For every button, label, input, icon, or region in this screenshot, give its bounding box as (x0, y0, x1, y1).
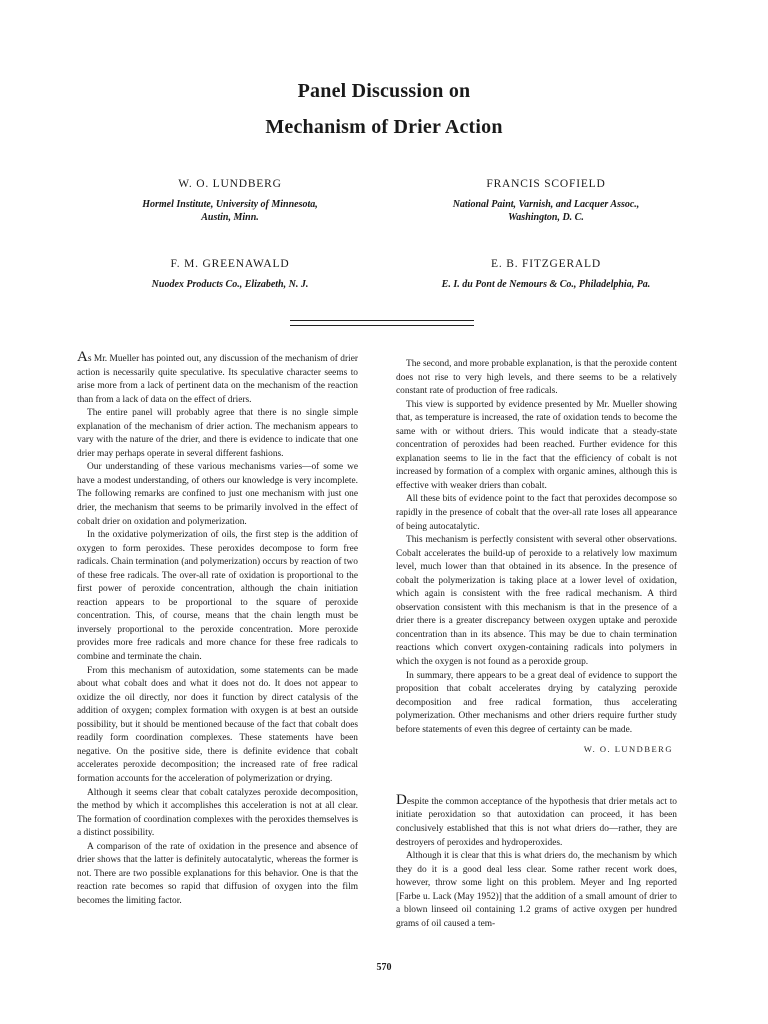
affiliation-line: Hormel Institute, University of Minnesota, (142, 199, 318, 210)
author-affiliation (396, 278, 696, 291)
author-name: W. O. LUNDBERG (178, 178, 282, 190)
body-paragraph: The entire panel will probably agree that there is no single simple explanation of the mechanism of drier action. The mechanism appears to vary with the nature of the drier, and there is evidence to indicate that one drier may perhaps operate in several different fashions. (77, 408, 358, 459)
drop-cap: D (396, 791, 407, 808)
author-block-lundberg (80, 178, 380, 224)
affiliation-line: E. I. du Pont de Nemours & Co., Philadelphia, Pa. (441, 279, 651, 290)
body-paragraph: In the oxidative polymerization of oils, the first step is the addition of oxygen to form peroxides. These peroxides decompose to form free radicals. Chain termination (and polymerization) occurs by reaction of two of these free radicals. The over-all rate of oxidation is proportional to the first power of peroxide concentration, although the chain initiation reaction appears to be proportional to the square of peroxide concentration. This, of course, means that the chain length must be inversely proportional to the peroxide concentration. More peroxide provides more free radicals and more chance for these free radicals to combine and terminate the chain. (77, 530, 358, 663)
body-paragraph: Although it seems clear that cobalt catalyzes peroxide decomposition, the method by which it accomplishes this acceleration is not at all clear. The formation of coordination complexes with the peroxides themselves is a distinct possibility. (77, 787, 358, 839)
body-paragraph: The second, and more probable explanation, is that the peroxide content does not rise to very high levels, and there seems to be a relatively constant rate of production of free radicals. (396, 359, 677, 397)
author-affiliation (80, 198, 380, 224)
affiliation-line: Washington, D. C. (508, 212, 584, 223)
body-paragraph (77, 349, 358, 407)
page-title: Panel Discussion on (297, 80, 471, 102)
author-name: F. M. GREENAWALD (170, 258, 290, 270)
title-divider-top (290, 320, 474, 321)
section-spacer (396, 757, 677, 795)
body-paragraph: Our understanding of these various mechanisms varies—of some we have a modest understanding, of others our knowledge is very incomplete. The following remarks are confined to just one mechanism with just one drier, the mechanism that seems to be primarily involved in the effect of cobalt drier on oxidation and polymerization. (77, 462, 358, 527)
body-paragraph: This mechanism is perfectly consistent with several other observations. Cobalt accelerates the build-up of peroxide to a relatively low maximum level, much lower than that obtained in its absence. In the presence of cobalt the polymerization is taking place at a lower level of oxidation, which again is consistent with the free radical mechanism. A third observation consistent with this mechanism is that in the presence of a drier there is a greater discrepancy between oxygen uptake and peroxide concentration than in its absence. This may be due to chain termination reactions which convert oxygen-containing radicals into polymers in which the oxygen is not found as a peroxide group. (396, 535, 677, 668)
page-number: 570 (376, 962, 392, 973)
body-paragraph: Although it is clear that this is what driers do, the mechanism by which they do it is a good deal less clear. Some rather recent work does, however, throw some light on this problem. Meyer and Ing reported [Farbe u. Lack (May 1952)] that the addition of a small amount of drier to a blown linseed oil containing 1.2 grams of active oxygen per hundred grams of oil caused a tem- (396, 851, 677, 929)
affiliation-line: National Paint, Varnish, and Lacquer Assoc., (452, 199, 640, 210)
body-paragraph (396, 791, 677, 850)
affiliation-line: Nuodex Products Co., Elizabeth, N. J. (151, 279, 309, 290)
author-name: E. B. FITZGERALD (491, 258, 601, 270)
body-paragraph: All these bits of evidence point to the fact that peroxides decompose so rapidly in the presence of cobalt that the over-all rate loses all appearance of being autocatalytic. (396, 494, 677, 532)
body-paragraph: From this mechanism of autoxidation, some statements can be made about what cobalt does and what it does not do. It does not appear to oxidize the oil directly, nor does it function by direct catalysis of the addition of oxygen; complex formation with oxygen is at best an outside possibility, but it should be mentioned because of the fact that cobalt does readily form coordination complexes. These statements have been negative. On the positive side, there is definite evidence that cobalt accelerates peroxide decomposition; the increased rate of free radical formation accounts for the acceleration of polymerization or drying. (77, 665, 358, 784)
affiliation-line: Austin, Minn. (201, 212, 259, 223)
author-name: FRANCIS SCOFIELD (486, 178, 606, 190)
title-divider-bottom (290, 325, 474, 326)
body-paragraph: This view is supported by evidence presented by Mr. Mueller showing that, as temperature is increased, the rate of oxidation tends to become the same with or without driers. This would indicate that a steady-state concentration of peroxides had been reached. Further evidence for this explanation seems to lie in the fact that the efficiency of cobalt is not increased by formation of a complex with organic amines, although this is effective with weaker driers than cobalt. (396, 399, 677, 491)
page-subtitle: Mechanism of Drier Action (265, 116, 503, 138)
author-affiliation (80, 278, 380, 291)
left-text-column (77, 349, 358, 908)
right-text-column (396, 358, 677, 931)
author-block-fitzgerald (396, 258, 696, 291)
author-affiliation (396, 198, 696, 224)
author-block-scofield (396, 178, 696, 224)
body-paragraph: In summary, there appears to be a great deal of evidence to support the proposition that cobalt accelerates drying by catalyzing peroxide decomposition and free radical formation, thus accelerating polymerization. Other mechanisms and other driers require further study before statements of even this degree of certainty can be made. (396, 670, 677, 735)
drop-cap: A (77, 349, 88, 365)
paragraph-text: espite the common acceptance of the hypothesis that drier metals act to initiate peroxidation so that autoxidation can proceed, it has been conclusively established that this is not what driers do—rather, they are destroyers of peroxides and hydroperoxides. (396, 796, 677, 848)
paragraph-text: s Mr. Mueller has pointed out, any discussion of the mechanism of drier action is necessarily quite speculative. Its speculative character seems to arise more from a lack of pertinent data on the mechanism of the reaction than from a lack of data on the effect of driers. (77, 354, 358, 405)
body-paragraph: A comparison of the rate of oxidation in the presence and absence of drier shows that the latter is definitely autocatalytic, whereas the former is not. There are two possible explanations for this behavior. One is that the reaction rate becomes so rapid that diffusion of oxygen into the film becomes the limiting factor. (77, 841, 358, 906)
author-signature: W. O. LUNDBERG (583, 744, 673, 755)
author-block-greenawald (80, 258, 380, 291)
